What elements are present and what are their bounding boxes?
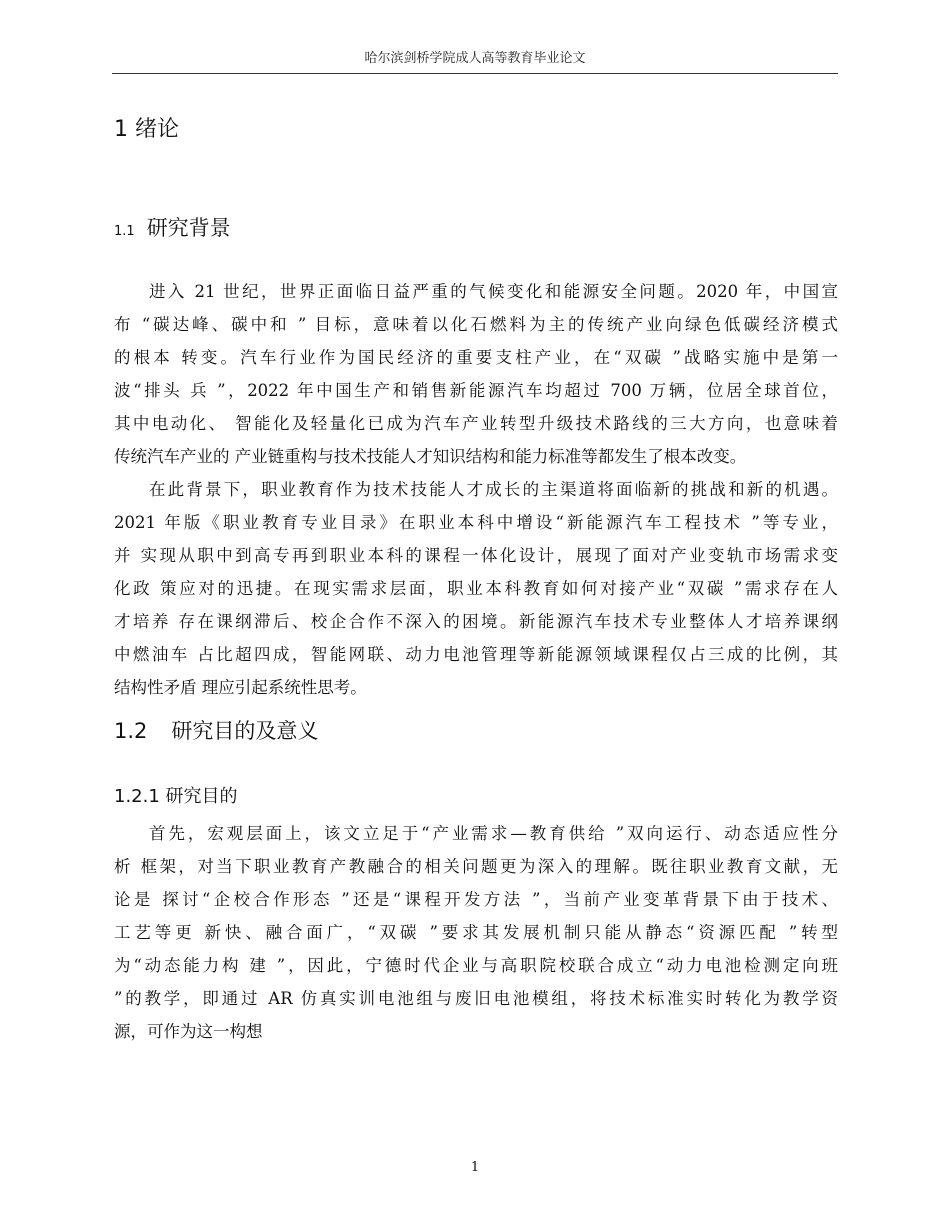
text-line: 源，可作为这一构想 bbox=[114, 1022, 263, 1041]
text-line: 2021 年版《职业教育专业目录》在职业本科中增设“新能源汽车工程技术 ”等专业， bbox=[114, 513, 838, 532]
text-line: 化政 策应对的迅捷。在现实需求层面，职业本科教育如何对接产业“双碳 ”需求存在人 bbox=[114, 579, 838, 598]
section-title-text: 研究目的及意义 bbox=[171, 719, 319, 743]
text-line: 结构性矛盾 理应引起系统性思考。 bbox=[114, 678, 367, 697]
text-line: 其中电动化、 智能化及轻量化已成为汽车产业转型升级技术路线的三大方向，也意味着 bbox=[114, 414, 838, 433]
text-line: 首先，宏观层面上，该文立足于“产业需求—教育供给 ”双向运行、动态适应性分 bbox=[149, 824, 838, 843]
text-line: 布 “碳达峰、碳中和 ” 目标，意味着以化石燃料为主的传统产业向绿色低碳经济模式 bbox=[114, 315, 838, 334]
section-number: 1.2 bbox=[114, 719, 148, 743]
paragraph-background-1 bbox=[114, 275, 838, 473]
section-title-1-1 bbox=[114, 211, 231, 249]
text-line: ”的教学，即通过 AR 仿真实训电池组与废旧电池模组，将技术标准实时转化为教学资 bbox=[114, 989, 838, 1008]
text-line: 才培养 存在课纲滞后、校企合作不深入的困境。新能源汽车技术专业整体人才培养课纲 bbox=[114, 612, 838, 631]
text-line: 为“动态能力构 建 ”，因此，宁德时代企业与高职院校联合成立“动力电池检测定向班 bbox=[114, 956, 838, 975]
text-line: 的根本 转变。汽车行业作为国民经济的重要支柱产业，在“双碳 ”战略实施中是第一 bbox=[114, 348, 838, 367]
text-line: 工艺等更 新快、融合面广，“双碳 ”要求其发展机制只能从静态“资源匹配 ”转型 bbox=[114, 923, 838, 942]
text-line: 论是 探讨“企校合作形态 ”还是“课程开发方法 ”，当前产业变革背景下由于技术、 bbox=[114, 890, 838, 909]
section-number: 1.1 bbox=[114, 224, 135, 239]
paragraph-purpose-1 bbox=[114, 817, 838, 1048]
text-line: 并 实现从职中到高专再到职业本科的课程一体化设计，展现了面对产业变轨市场需求变 bbox=[114, 546, 838, 565]
page-number: 1 bbox=[470, 1160, 480, 1175]
text-line: 波“排头 兵 ”，2022 年中国生产和销售新能源汽车均超过 700 万辆，位居全球首位， bbox=[114, 381, 838, 400]
section-title-1-2 bbox=[114, 714, 318, 748]
subsection-title-1-2-1: 1.2.1 研究目的 bbox=[114, 786, 238, 807]
text-line: 在此背景下，职业教育作为技术技能人才成长的主渠道将面临新的挑战和新的机遇。 bbox=[149, 480, 838, 499]
text-line: 进入 21 世纪，世界正面临日益严重的气候变化和能源安全问题。2020 年，中国宣 bbox=[149, 282, 838, 301]
paragraph-background-2 bbox=[114, 473, 838, 704]
running-header: 哈尔滨剑桥学院成人高等教育毕业论文 bbox=[364, 51, 586, 66]
text-line: 中燃油车 占比超四成，智能网联、动力电池管理等新能源领域课程仅占三成的比例，其 bbox=[114, 645, 838, 664]
text-line: 析 框架，对当下职业教育产教融合的相关问题更为深入的理解。既往职业教育文献，无 bbox=[114, 857, 838, 876]
header-divider bbox=[112, 73, 838, 74]
section-title-text: 研究背景 bbox=[146, 216, 231, 240]
text-line: 传统汽车产业的 产业链重构与技术技能人才知识结构和能力标准等都发生了根本改变。 bbox=[114, 447, 747, 466]
chapter-title: 1 绪论 bbox=[114, 117, 179, 142]
